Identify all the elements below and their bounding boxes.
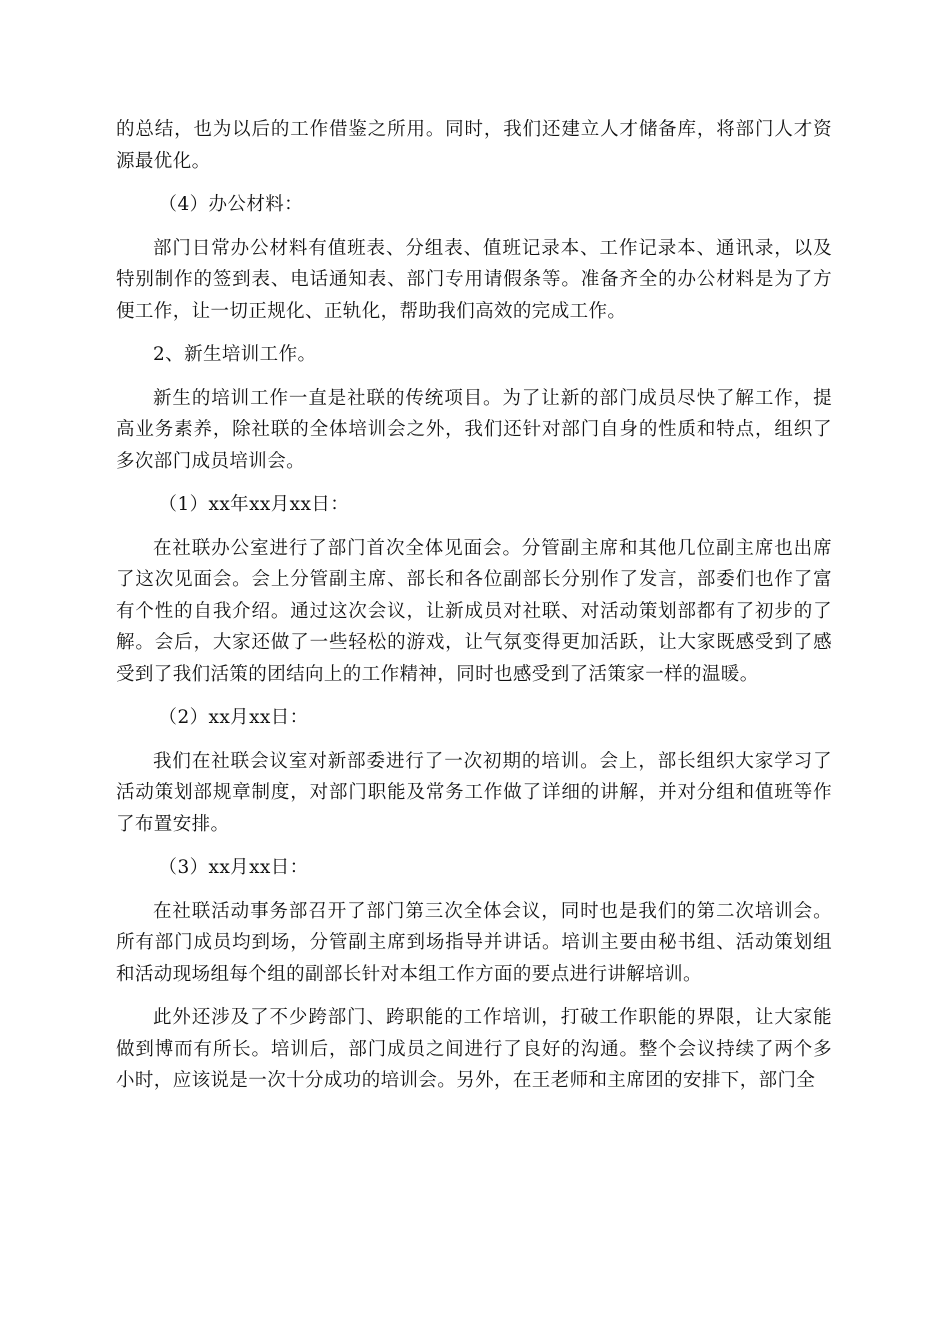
document-body [116, 114, 832, 1097]
paragraph-continuation: 的总结，也为以后的工作借鉴之所用。同时，我们还建立人才储备库，将部门人才资源最优化。 [116, 119, 832, 172]
paragraph-cross-training: 此外还涉及了不少跨部门、跨职能的工作培训，打破工作职能的界限，让大家能做到博而有所长。培训后，部门成员之间进行了良好的沟通。整个会议持续了两个多小时，应该说是一次十分成功的培训会。另外，在王老师和主席团的安排下，部门全 [116, 1007, 832, 1091]
section-heading-freshman-training: 2、新生培训工作。 [153, 344, 317, 365]
section-heading-office-materials: （4）办公材料： [158, 194, 304, 215]
paragraph-initial-training: 我们在社联会议室对新部委进行了一次初期的培训。会上，部长组织大家学习了活动策划部规章制度，对部门职能及常务工作做了详细的讲解，并对分组和值班等作了布置安排。 [116, 750, 832, 835]
section-heading-date-3: （3）xx月xx日： [158, 857, 309, 878]
paragraph-third-meeting: 在社联活动事务部召开了部门第三次全体会议，同时也是我们的第二次培训会。所有部门成员均到场，分管副主席到场指导并讲话。培训主要由秘书组、活动策划组和活动现场组每个组的副部长针对本组工作方面的要点进行讲解培训。 [116, 900, 832, 985]
section-heading-date-2: （2）xx月xx日： [158, 707, 309, 728]
paragraph-training-intro: 新生的培训工作一直是社联的传统项目。为了让新的部门成员尽快了解工作，提高业务素养，除社联的全体培训会之外，我们还针对部门自身的性质和特点，组织了多次部门成员培训会。 [116, 387, 832, 472]
section-heading-date-1: （1）xx年xx月xx日： [158, 494, 350, 515]
paragraph-office-materials: 部门日常办公材料有值班表、分组表、值班记录本、工作记录本、通讯录，以及特别制作的签到表、电话通知表、部门专用请假条等。准备齐全的办公材料是为了方便工作，让一切正规化、正轨化，帮助我们高效的完成工作。 [116, 237, 832, 322]
paragraph-first-meeting: 在社联办公室进行了部门首次全体见面会。分管副主席和其他几位副主席也出席了这次见面会。会上分管副主席、部长和各位副部长分别作了发言，部委们也作了富有个性的自我介绍。通过这次会议，让新成员对社联、对活动策划部都有了初步的了解。会后，大家还做了一些轻松的游戏，让气氛变得更加活跃，让大家既感受到了感受到了我们活策的团结向上的工作精神，同时也感受到了活策家一样的温暖。 [116, 537, 832, 685]
